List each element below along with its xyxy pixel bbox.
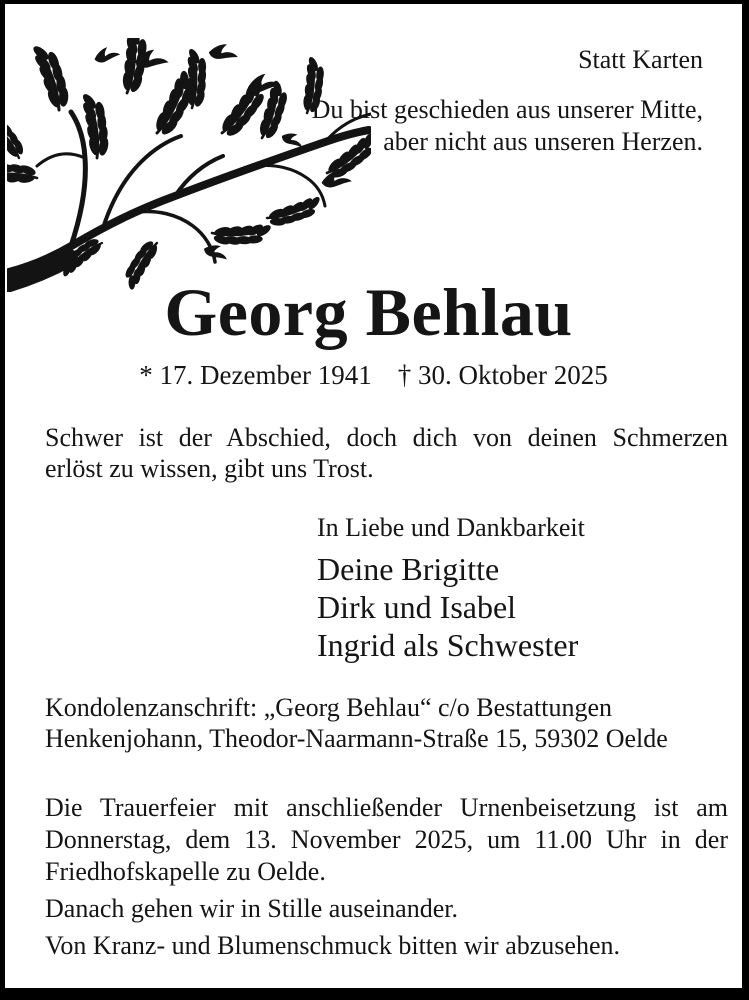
epigraph-line-1: Du bist geschieden aus unserer Mitte, <box>311 95 703 124</box>
funeral-line-1: Die Trauerfeier mit anschließender Urnenbeisetzung ist am <box>45 793 728 822</box>
mourner: Deine Brigitte <box>317 551 500 587</box>
intro-line-1: Schwer ist der Abschied, doch dich von deinen Schmerzen <box>45 423 728 452</box>
mourner: Ingrid als Schwester <box>317 627 579 663</box>
mourners-list <box>317 550 578 664</box>
funeral-line-3: Friedhofskapelle zu Oelde. <box>45 857 326 886</box>
epigraph-line-2: aber nicht aus unseren Herzen. <box>383 127 703 156</box>
tree-branch-with-birds-icon <box>7 38 371 292</box>
epigraph <box>305 94 703 158</box>
deceased-name: Georg Behlau <box>164 274 573 350</box>
condolence-line-1: Kondolenzanschrift: „Georg Behlau“ c/o Bestattungen <box>45 693 613 722</box>
intro-paragraph <box>45 422 728 484</box>
closing-line-2: Von Kranz- und Blumenschmuck bitten wir abzusehen. <box>45 931 620 960</box>
birth-date: * 17. Dezember 1941 <box>139 360 372 390</box>
death-date: † 30. Oktober 2025 <box>397 360 608 390</box>
funeral-info <box>45 792 728 888</box>
statt-karten-note: Statt Karten <box>578 45 703 74</box>
tribute-lead: In Liebe und Dankbarkeit <box>317 513 585 542</box>
funeral-line-2: Donnerstag, dem 13. November 2025, um 11.00 Uhr in der <box>45 825 728 854</box>
mourner: Dirk und Isabel <box>317 589 517 625</box>
condolence-address <box>45 692 728 754</box>
intro-line-2: erlöst zu wissen, gibt uns Trost. <box>45 454 374 483</box>
life-dates <box>5 360 742 391</box>
obituary-page <box>5 4 742 988</box>
closing-line-1: Danach gehen wir in Stille auseinander. <box>45 894 458 923</box>
condolence-line-2: Henkenjohann, Theodor-Naarmann-Straße 15, 59302 Oelde <box>45 724 668 753</box>
